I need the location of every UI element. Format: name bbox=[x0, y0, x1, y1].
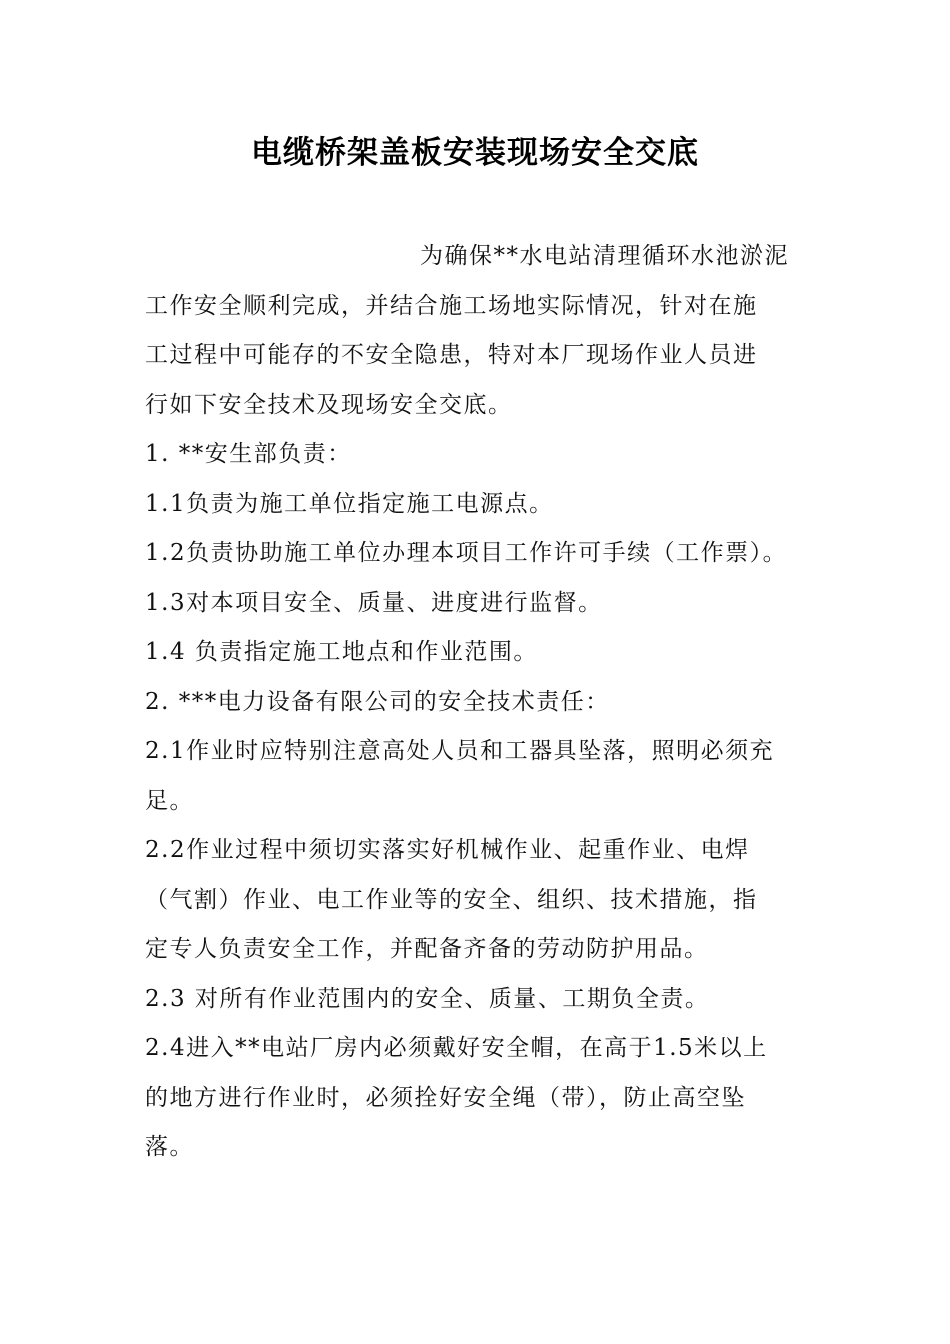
item-2-4-line-1: 2.4进入**电站厂房内必须戴好安全帽，在高于1.5米以上 bbox=[145, 1035, 768, 1061]
item-2-1-line-2: 足。 bbox=[145, 787, 194, 814]
item-1-3: 1.3对本项目安全、质量、进度进行监督。 bbox=[145, 589, 603, 616]
item-2-3: 2.3 对所有作业范围内的安全、质量、工期负全责。 bbox=[145, 985, 710, 1012]
intro-line-4: 行如下安全技术及现场安全交底。 bbox=[145, 391, 513, 418]
document-title: 电缆桥架盖板安装现场安全交底 bbox=[251, 135, 699, 171]
intro-line-2: 工作安全顺利完成，并结合施工场地实际情况，针对在施 bbox=[145, 292, 758, 319]
item-2-1-line-1: 2.1作业时应特别注意高处人员和工器具坠落，照明必须充 bbox=[145, 738, 775, 764]
item-2-2-line-3: 定专人负责安全工作，并配备齐备的劳动防护用品。 bbox=[145, 936, 709, 962]
section-1-heading: 1. **安生部负责： bbox=[145, 441, 352, 467]
intro-line-1: 为确保**水电站清理循环水池淤泥 bbox=[420, 243, 789, 269]
item-1-4: 1.4 负责指定施工地点和作业范围。 bbox=[145, 639, 538, 665]
item-2-2-line-2: （气割）作业、电工作业等的安全、组织、技术措施，指 bbox=[145, 886, 758, 913]
item-1-2: 1.2负责协助施工单位办理本项目工作许可手续（工作票）。 bbox=[145, 540, 788, 566]
item-1-1: 1.1负责为施工单位指定施工电源点。 bbox=[145, 490, 554, 517]
item-2-2-line-1: 2.2作业过程中须切实落实好机械作业、起重作业、电焊 bbox=[145, 837, 750, 863]
section-2-heading: 2. ***电力设备有限公司的安全技术责任： bbox=[145, 688, 610, 715]
item-2-4-line-3: 落。 bbox=[145, 1134, 194, 1160]
item-2-4-line-2: 的地方进行作业时，必须拴好安全绳（带），防止高空坠 bbox=[145, 1084, 746, 1111]
intro-line-3: 工过程中可能存的不安全隐患，特对本厂现场作业人员进 bbox=[145, 342, 758, 368]
document-body bbox=[145, 232, 825, 1173]
